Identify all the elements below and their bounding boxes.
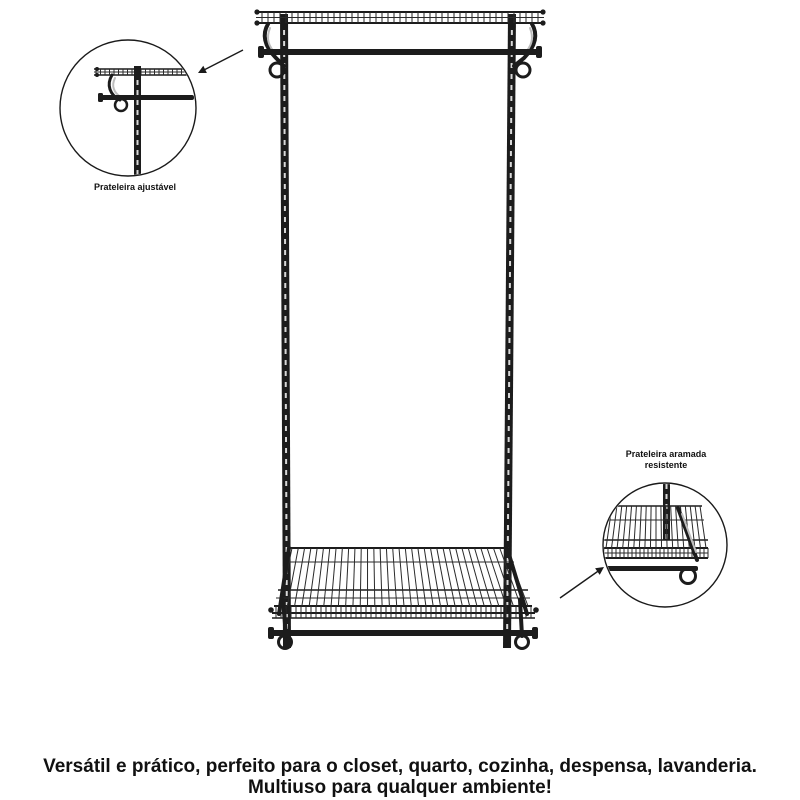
upright-slot	[508, 349, 510, 354]
top-hanging-rod	[258, 46, 542, 58]
upright-slot	[284, 184, 286, 189]
shelf-wire	[449, 548, 462, 606]
upright-slot	[283, 96, 285, 101]
upright-slot	[284, 195, 286, 200]
upright-slot	[137, 90, 139, 95]
upright-slot	[510, 173, 512, 178]
upright-slot	[286, 591, 288, 596]
upright-slot	[285, 481, 287, 486]
callout-adjustable-shelf	[60, 40, 243, 186]
upright-slot	[137, 140, 139, 145]
callout-label-text: Prateleira ajustável	[93, 182, 177, 192]
upright-slot	[508, 415, 510, 420]
upright-slot	[285, 382, 287, 387]
shelf-wire	[661, 506, 662, 548]
upright-slot	[284, 294, 286, 299]
upright-slot	[509, 272, 511, 277]
upright-slot	[285, 492, 287, 497]
upright-slot	[137, 100, 139, 105]
upright-slot	[508, 338, 510, 343]
upright-slot	[283, 107, 285, 112]
upright-slot	[509, 294, 511, 299]
bottom-hanging-rod	[268, 627, 538, 639]
shelf-wire	[468, 548, 484, 606]
bottom-shelf-wires	[280, 548, 528, 606]
callout-label-line1: Prateleira aramada	[625, 449, 707, 459]
upright-slot	[285, 371, 287, 376]
upright-slot	[507, 536, 509, 541]
upright-slot	[509, 239, 511, 244]
upright-slot	[285, 536, 287, 541]
upright-slot	[284, 173, 286, 178]
upright-slot	[508, 404, 510, 409]
upright-slot	[137, 80, 139, 85]
upright-slot	[508, 437, 510, 442]
upright-slot	[507, 459, 509, 464]
upright-slot	[507, 503, 509, 508]
upright-slot	[509, 206, 511, 211]
upright-slot	[507, 481, 509, 486]
upright-slot	[137, 160, 139, 165]
upright-slot	[284, 140, 286, 145]
shelf-wire	[418, 548, 426, 606]
callout-wire-shelf	[560, 478, 727, 607]
shelf-wire	[346, 548, 349, 606]
shelf-wire	[386, 548, 389, 606]
product-caption	[0, 756, 800, 798]
upright-slot	[284, 316, 286, 321]
shelf-wire	[309, 548, 317, 606]
upright-slot	[510, 140, 512, 145]
shelf-wire	[437, 548, 448, 606]
upright-slot	[285, 448, 287, 453]
upright-slot	[510, 85, 512, 90]
shelf-wire	[338, 548, 342, 606]
caption-line-2: Multiuso para qualquer ambiente!	[247, 777, 553, 798]
callout-arrow-adjustable	[203, 50, 243, 71]
shelf-wire	[462, 548, 477, 606]
upright-slot	[508, 393, 510, 398]
shelf-wire	[324, 548, 330, 606]
upright-slot	[285, 360, 287, 365]
upright-slot	[508, 360, 510, 365]
upright-slot	[509, 305, 511, 310]
upright-slot	[285, 426, 287, 431]
arrowhead-icon	[595, 567, 604, 575]
upright-slot	[285, 525, 287, 530]
upright-slot	[285, 437, 287, 442]
top-wire-shelf	[254, 9, 545, 25]
upright-slot	[509, 217, 511, 222]
upright-slot	[511, 30, 513, 35]
upright-slot	[284, 129, 286, 134]
upright-slot	[510, 96, 512, 101]
upright-slot	[508, 448, 510, 453]
upright-slot	[507, 514, 509, 519]
upright-slot	[285, 459, 287, 464]
shelf-wire	[443, 548, 455, 606]
upright-slot	[285, 338, 287, 343]
upright-slot	[510, 184, 512, 189]
bottom-wire-shelf	[268, 548, 539, 618]
shelf-wire	[393, 548, 397, 606]
shelf-wire	[331, 548, 336, 606]
caption-line-1: Versátil e prático, perfeito para o closet, quarto, cozinha, despensa, lavanderia.	[43, 756, 757, 777]
upright-slot	[508, 382, 510, 387]
upright-slot	[284, 250, 286, 255]
shelf-wire	[380, 548, 382, 606]
upright-slot	[507, 492, 509, 497]
upright-slot	[284, 239, 286, 244]
upright-slot	[511, 74, 513, 79]
upright-slot	[284, 261, 286, 266]
upright-slot	[284, 283, 286, 288]
upright-slot	[506, 624, 508, 629]
upright-slot	[511, 41, 513, 46]
upright-slot	[666, 484, 668, 489]
upright-slot	[137, 130, 139, 135]
upright-slot	[508, 426, 510, 431]
upright-slot	[285, 349, 287, 354]
upright-slot	[283, 85, 285, 90]
upright-slot	[283, 118, 285, 123]
upright-slot	[666, 494, 668, 499]
upright-slot	[137, 110, 139, 115]
upright-slot	[285, 415, 287, 420]
callout-label-line2: resistente	[644, 460, 688, 470]
shelf-wire	[360, 548, 361, 606]
upright-slot	[285, 393, 287, 398]
upright-slot	[509, 250, 511, 255]
callout-label-wire-shelf	[626, 449, 707, 471]
shelf-wire	[456, 548, 470, 606]
upright-slot	[137, 150, 139, 155]
upright-slot	[284, 327, 286, 332]
upright-slot	[509, 283, 511, 288]
shelf-wire	[650, 506, 651, 548]
upright-slot	[284, 217, 286, 222]
upright-slot	[283, 41, 285, 46]
upright-slot	[510, 195, 512, 200]
callout-label-adjustable-shelf	[94, 182, 176, 193]
upright-slot	[285, 404, 287, 409]
upright-slot	[284, 162, 286, 167]
upright-slot	[284, 206, 286, 211]
upright-slot	[510, 129, 512, 134]
shelf-wire	[399, 548, 404, 606]
upright-slot	[510, 162, 512, 167]
upright-slot	[509, 228, 511, 233]
shelf-wire	[412, 548, 419, 606]
shelf-wire	[353, 548, 355, 606]
upright-slot	[283, 30, 285, 35]
callout-circle-adjustable	[60, 40, 196, 176]
shelf-wire	[374, 548, 375, 606]
upright-slot	[137, 120, 139, 125]
upright-slot	[285, 514, 287, 519]
upright-slot	[285, 503, 287, 508]
shelf-wire	[316, 548, 323, 606]
upright-slot	[507, 525, 509, 530]
upright-slot	[284, 272, 286, 277]
upright-slot	[507, 470, 509, 475]
upright-slot	[285, 470, 287, 475]
upright-slot	[510, 151, 512, 156]
upright-slot	[507, 580, 509, 585]
upright-slot	[509, 327, 511, 332]
shelf-wire	[405, 548, 411, 606]
upright-slot	[509, 261, 511, 266]
upright-slot	[284, 151, 286, 156]
upright-slot	[508, 371, 510, 376]
upright-slot	[284, 305, 286, 310]
upright-slot	[510, 118, 512, 123]
upright-slot	[510, 107, 512, 112]
upright-slot	[509, 316, 511, 321]
callout-arrow-wire-shelf	[560, 571, 599, 599]
upright-slot	[284, 228, 286, 233]
closet-rack	[254, 9, 545, 648]
